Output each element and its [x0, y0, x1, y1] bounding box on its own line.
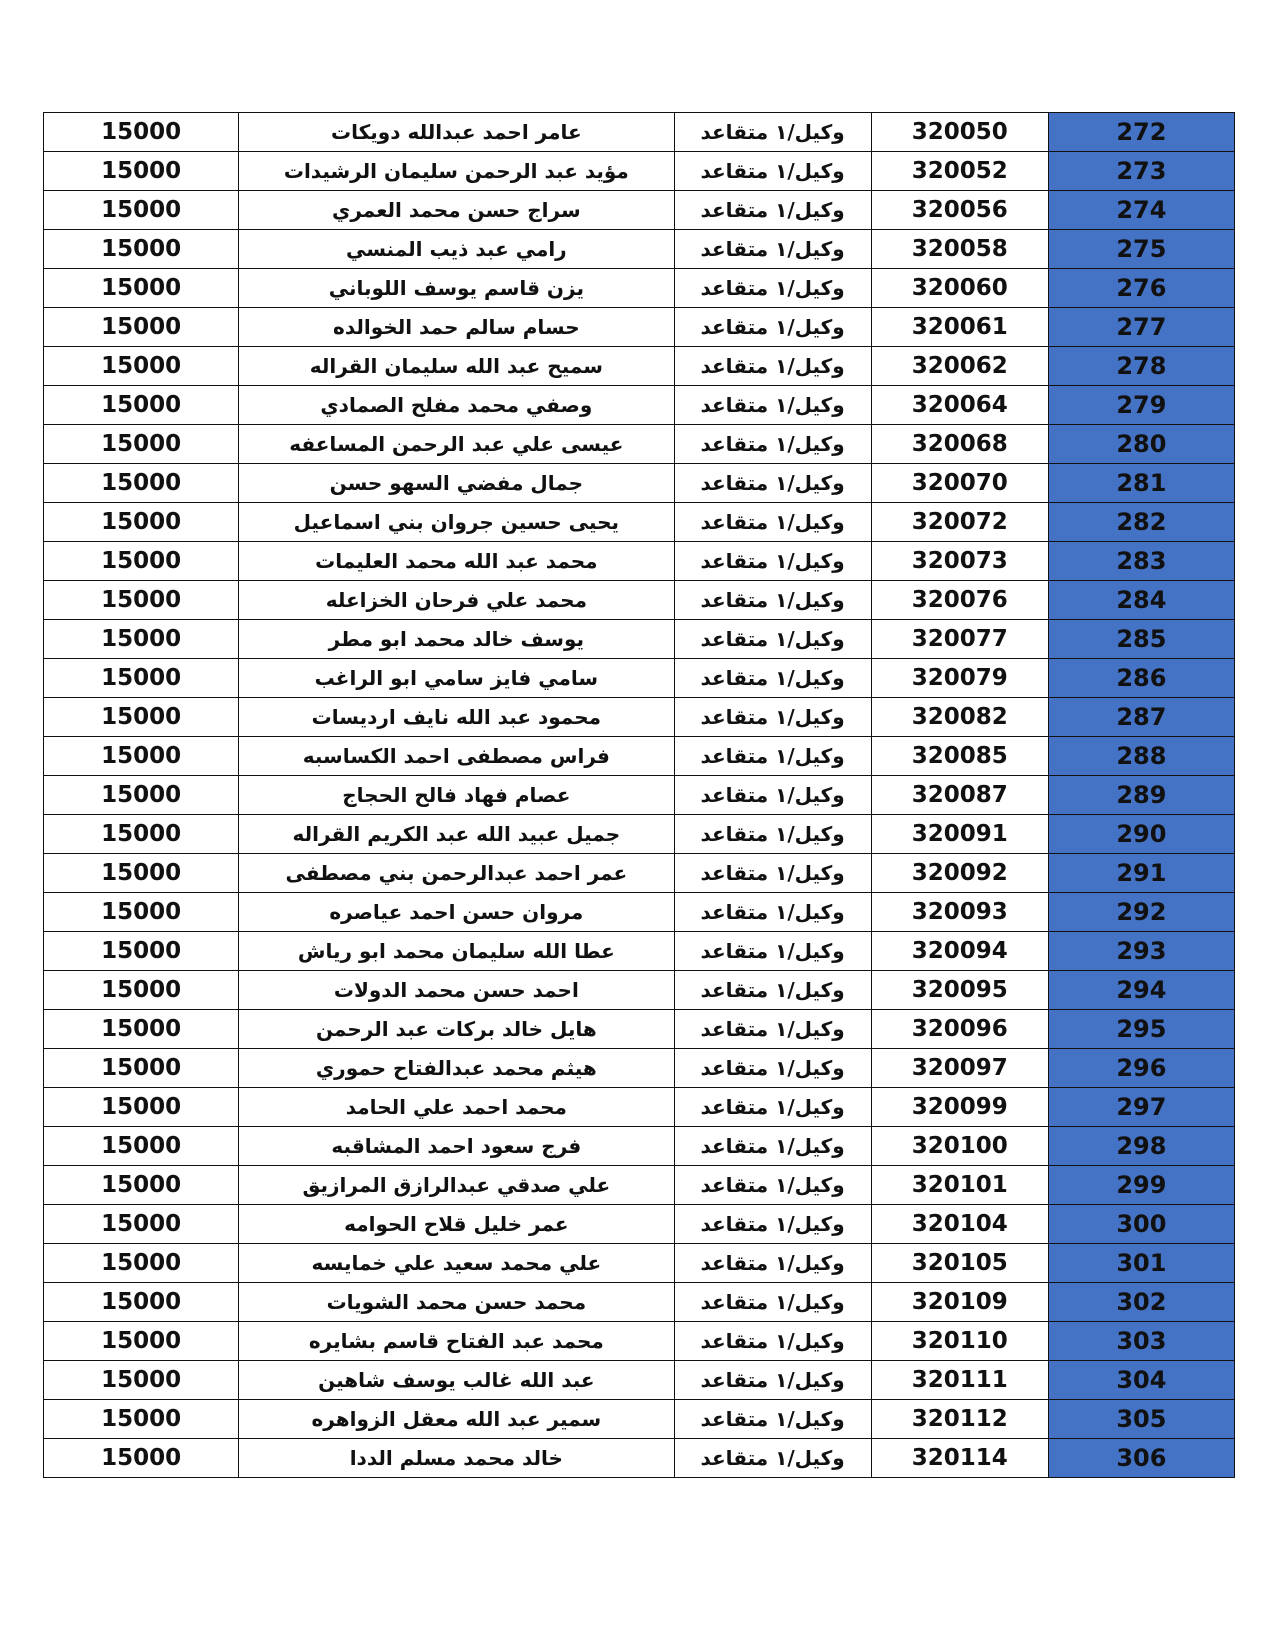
- sequence-number-cell: 299: [1048, 1166, 1234, 1205]
- table-row: [44, 1400, 1235, 1439]
- sequence-number-cell: 277: [1048, 308, 1234, 347]
- rank-cell: وكيل/١ متقاعد: [674, 503, 871, 542]
- name-cell: محمد عبد الفتاح قاسم بشايره: [239, 1322, 674, 1361]
- sequence-number-cell: 281: [1048, 464, 1234, 503]
- rank-cell: وكيل/١ متقاعد: [674, 542, 871, 581]
- rank-cell: وكيل/١ متقاعد: [674, 737, 871, 776]
- military-number-cell: 320082: [871, 698, 1048, 737]
- amount-cell: 15000: [44, 620, 239, 659]
- sequence-number-cell: 305: [1048, 1400, 1234, 1439]
- name-cell: عبد الله غالب يوسف شاهين: [239, 1361, 674, 1400]
- name-cell: رامي عبد ذيب المنسي: [239, 230, 674, 269]
- table-row: [44, 815, 1235, 854]
- amount-cell: 15000: [44, 503, 239, 542]
- amount-cell: 15000: [44, 1400, 239, 1439]
- military-number-cell: 320073: [871, 542, 1048, 581]
- name-cell: وصفي محمد مفلح الصمادي: [239, 386, 674, 425]
- amount-cell: 15000: [44, 152, 239, 191]
- name-cell: جمال مفضي السهو حسن: [239, 464, 674, 503]
- name-cell: فراس مصطفى احمد الكساسبه: [239, 737, 674, 776]
- table-row: [44, 386, 1235, 425]
- rank-cell: وكيل/١ متقاعد: [674, 776, 871, 815]
- amount-cell: 15000: [44, 581, 239, 620]
- table-row: [44, 1049, 1235, 1088]
- military-number-cell: 320056: [871, 191, 1048, 230]
- sequence-number-cell: 282: [1048, 503, 1234, 542]
- sequence-number-cell: 289: [1048, 776, 1234, 815]
- sequence-number-cell: 290: [1048, 815, 1234, 854]
- table-row: [44, 308, 1235, 347]
- military-number-cell: 320092: [871, 854, 1048, 893]
- military-number-cell: 320111: [871, 1361, 1048, 1400]
- amount-cell: 15000: [44, 308, 239, 347]
- military-number-cell: 320062: [871, 347, 1048, 386]
- rank-cell: وكيل/١ متقاعد: [674, 815, 871, 854]
- military-number-cell: 320097: [871, 1049, 1048, 1088]
- table-row: [44, 191, 1235, 230]
- table-row: [44, 425, 1235, 464]
- rank-cell: وكيل/١ متقاعد: [674, 191, 871, 230]
- rank-cell: وكيل/١ متقاعد: [674, 1283, 871, 1322]
- name-cell: علي صدقي عبدالرازق المرازيق: [239, 1166, 674, 1205]
- table-row: [44, 854, 1235, 893]
- table-row: [44, 581, 1235, 620]
- rank-cell: وكيل/١ متقاعد: [674, 581, 871, 620]
- amount-cell: 15000: [44, 542, 239, 581]
- rank-cell: وكيل/١ متقاعد: [674, 152, 871, 191]
- rank-cell: وكيل/١ متقاعد: [674, 1049, 871, 1088]
- sequence-number-cell: 273: [1048, 152, 1234, 191]
- sequence-number-cell: 280: [1048, 425, 1234, 464]
- table-row: [44, 230, 1235, 269]
- rank-cell: وكيل/١ متقاعد: [674, 1166, 871, 1205]
- military-number-cell: 320064: [871, 386, 1048, 425]
- sequence-number-cell: 285: [1048, 620, 1234, 659]
- sequence-number-cell: 295: [1048, 1010, 1234, 1049]
- military-number-cell: 320104: [871, 1205, 1048, 1244]
- rank-cell: وكيل/١ متقاعد: [674, 893, 871, 932]
- name-cell: محمود عبد الله نايف ارديسات: [239, 698, 674, 737]
- table-row: [44, 1127, 1235, 1166]
- military-number-cell: 320085: [871, 737, 1048, 776]
- name-cell: يزن قاسم يوسف اللوباني: [239, 269, 674, 308]
- amount-cell: 15000: [44, 893, 239, 932]
- name-cell: عصام فهاد فالح الحجاج: [239, 776, 674, 815]
- table-row: [44, 1283, 1235, 1322]
- rank-cell: وكيل/١ متقاعد: [674, 113, 871, 152]
- military-number-cell: 320076: [871, 581, 1048, 620]
- sequence-number-cell: 300: [1048, 1205, 1234, 1244]
- table-row: [44, 347, 1235, 386]
- sequence-number-cell: 283: [1048, 542, 1234, 581]
- table-row: [44, 1361, 1235, 1400]
- name-cell: سمير عبد الله معقل الزواهره: [239, 1400, 674, 1439]
- sequence-number-cell: 275: [1048, 230, 1234, 269]
- amount-cell: 15000: [44, 1283, 239, 1322]
- military-number-cell: 320110: [871, 1322, 1048, 1361]
- military-number-cell: 320112: [871, 1400, 1048, 1439]
- amount-cell: 15000: [44, 269, 239, 308]
- sequence-number-cell: 306: [1048, 1439, 1234, 1478]
- amount-cell: 15000: [44, 1439, 239, 1478]
- military-number-cell: 320068: [871, 425, 1048, 464]
- name-cell: هايل خالد بركات عبد الرحمن: [239, 1010, 674, 1049]
- name-cell: عمر احمد عبدالرحمن بني مصطفى: [239, 854, 674, 893]
- amount-cell: 15000: [44, 386, 239, 425]
- amount-cell: 15000: [44, 1166, 239, 1205]
- table-row: [44, 1088, 1235, 1127]
- name-cell: حسام سالم حمد الخوالده: [239, 308, 674, 347]
- military-number-cell: 320101: [871, 1166, 1048, 1205]
- amount-cell: 15000: [44, 464, 239, 503]
- name-cell: جميل عبيد الله عبد الكريم القراله: [239, 815, 674, 854]
- sequence-number-cell: 296: [1048, 1049, 1234, 1088]
- amount-cell: 15000: [44, 1244, 239, 1283]
- amount-cell: 15000: [44, 1322, 239, 1361]
- name-cell: عطا الله سليمان محمد ابو رياش: [239, 932, 674, 971]
- military-number-cell: 320094: [871, 932, 1048, 971]
- rank-cell: وكيل/١ متقاعد: [674, 464, 871, 503]
- amount-cell: 15000: [44, 347, 239, 386]
- sequence-number-cell: 274: [1048, 191, 1234, 230]
- name-cell: علي محمد سعيد علي خمايسه: [239, 1244, 674, 1283]
- rank-cell: وكيل/١ متقاعد: [674, 347, 871, 386]
- table-row: [44, 1166, 1235, 1205]
- amount-cell: 15000: [44, 776, 239, 815]
- table-row: [44, 113, 1235, 152]
- name-cell: خالد محمد مسلم الددا: [239, 1439, 674, 1478]
- name-cell: سراج حسن محمد العمري: [239, 191, 674, 230]
- amount-cell: 15000: [44, 815, 239, 854]
- name-cell: مروان حسن احمد عياصره: [239, 893, 674, 932]
- sequence-number-cell: 292: [1048, 893, 1234, 932]
- table-row: [44, 698, 1235, 737]
- amount-cell: 15000: [44, 191, 239, 230]
- amount-cell: 15000: [44, 932, 239, 971]
- amount-cell: 15000: [44, 854, 239, 893]
- sequence-number-cell: 302: [1048, 1283, 1234, 1322]
- amount-cell: 15000: [44, 659, 239, 698]
- name-cell: سميح عبد الله سليمان القراله: [239, 347, 674, 386]
- rank-cell: وكيل/١ متقاعد: [674, 230, 871, 269]
- rank-cell: وكيل/١ متقاعد: [674, 386, 871, 425]
- military-number-cell: 320070: [871, 464, 1048, 503]
- amount-cell: 15000: [44, 698, 239, 737]
- amount-cell: 15000: [44, 113, 239, 152]
- military-number-cell: 320095: [871, 971, 1048, 1010]
- military-number-cell: 320099: [871, 1088, 1048, 1127]
- amount-cell: 15000: [44, 1361, 239, 1400]
- military-number-cell: 320079: [871, 659, 1048, 698]
- rank-cell: وكيل/١ متقاعد: [674, 1244, 871, 1283]
- table-row: [44, 1205, 1235, 1244]
- sequence-number-cell: 284: [1048, 581, 1234, 620]
- rank-cell: وكيل/١ متقاعد: [674, 620, 871, 659]
- rank-cell: وكيل/١ متقاعد: [674, 425, 871, 464]
- sequence-number-cell: 288: [1048, 737, 1234, 776]
- rank-cell: وكيل/١ متقاعد: [674, 854, 871, 893]
- sequence-number-cell: 298: [1048, 1127, 1234, 1166]
- military-number-cell: 320096: [871, 1010, 1048, 1049]
- sequence-number-cell: 272: [1048, 113, 1234, 152]
- name-cell: فرج سعود احمد المشاقبه: [239, 1127, 674, 1166]
- military-number-cell: 320061: [871, 308, 1048, 347]
- military-number-cell: 320100: [871, 1127, 1048, 1166]
- rank-cell: وكيل/١ متقاعد: [674, 1400, 871, 1439]
- table-row: [44, 1244, 1235, 1283]
- table-row: [44, 464, 1235, 503]
- military-number-cell: 320050: [871, 113, 1048, 152]
- name-cell: احمد حسن محمد الدولات: [239, 971, 674, 1010]
- rank-cell: وكيل/١ متقاعد: [674, 1205, 871, 1244]
- table-row: [44, 152, 1235, 191]
- sequence-number-cell: 279: [1048, 386, 1234, 425]
- military-number-cell: 320109: [871, 1283, 1048, 1322]
- name-cell: مؤيد عبد الرحمن سليمان الرشيدات: [239, 152, 674, 191]
- rank-cell: وكيل/١ متقاعد: [674, 269, 871, 308]
- retirees-table: [43, 112, 1235, 1478]
- military-number-cell: 320114: [871, 1439, 1048, 1478]
- table-row: [44, 776, 1235, 815]
- rank-cell: وكيل/١ متقاعد: [674, 1010, 871, 1049]
- name-cell: يوسف خالد محمد ابو مطر: [239, 620, 674, 659]
- amount-cell: 15000: [44, 1205, 239, 1244]
- military-number-cell: 320091: [871, 815, 1048, 854]
- rank-cell: وكيل/١ متقاعد: [674, 1088, 871, 1127]
- military-number-cell: 320077: [871, 620, 1048, 659]
- name-cell: محمد عبد الله محمد العليمات: [239, 542, 674, 581]
- table-row: [44, 737, 1235, 776]
- military-number-cell: 320058: [871, 230, 1048, 269]
- military-number-cell: 320060: [871, 269, 1048, 308]
- name-cell: هيثم محمد عبدالفتاح حموري: [239, 1049, 674, 1088]
- table-row: [44, 269, 1235, 308]
- amount-cell: 15000: [44, 1010, 239, 1049]
- rank-cell: وكيل/١ متقاعد: [674, 308, 871, 347]
- rank-cell: وكيل/١ متقاعد: [674, 971, 871, 1010]
- name-cell: يحيى حسين جروان بني اسماعيل: [239, 503, 674, 542]
- rank-cell: وكيل/١ متقاعد: [674, 1127, 871, 1166]
- rank-cell: وكيل/١ متقاعد: [674, 659, 871, 698]
- sequence-number-cell: 303: [1048, 1322, 1234, 1361]
- table-row: [44, 1010, 1235, 1049]
- sequence-number-cell: 293: [1048, 932, 1234, 971]
- table-row: [44, 1322, 1235, 1361]
- table-body: [44, 113, 1235, 1478]
- amount-cell: 15000: [44, 425, 239, 464]
- sequence-number-cell: 304: [1048, 1361, 1234, 1400]
- table-row: [44, 932, 1235, 971]
- sequence-number-cell: 301: [1048, 1244, 1234, 1283]
- military-number-cell: 320072: [871, 503, 1048, 542]
- sequence-number-cell: 287: [1048, 698, 1234, 737]
- name-cell: عمر خليل قلاح الحوامه: [239, 1205, 674, 1244]
- name-cell: عامر احمد عبدالله دويكات: [239, 113, 674, 152]
- rank-cell: وكيل/١ متقاعد: [674, 1322, 871, 1361]
- amount-cell: 15000: [44, 737, 239, 776]
- sequence-number-cell: 297: [1048, 1088, 1234, 1127]
- rank-cell: وكيل/١ متقاعد: [674, 932, 871, 971]
- amount-cell: 15000: [44, 1049, 239, 1088]
- rank-cell: وكيل/١ متقاعد: [674, 698, 871, 737]
- table-row: [44, 542, 1235, 581]
- table-row: [44, 893, 1235, 932]
- name-cell: محمد احمد علي الحامد: [239, 1088, 674, 1127]
- sequence-number-cell: 276: [1048, 269, 1234, 308]
- sequence-number-cell: 278: [1048, 347, 1234, 386]
- rank-cell: وكيل/١ متقاعد: [674, 1439, 871, 1478]
- name-cell: عيسى علي عبد الرحمن المساعفه: [239, 425, 674, 464]
- name-cell: محمد علي فرحان الخزاعله: [239, 581, 674, 620]
- rank-cell: وكيل/١ متقاعد: [674, 1361, 871, 1400]
- amount-cell: 15000: [44, 1127, 239, 1166]
- amount-cell: 15000: [44, 1088, 239, 1127]
- military-number-cell: 320093: [871, 893, 1048, 932]
- military-number-cell: 320087: [871, 776, 1048, 815]
- sequence-number-cell: 294: [1048, 971, 1234, 1010]
- military-number-cell: 320052: [871, 152, 1048, 191]
- table-row: [44, 620, 1235, 659]
- name-cell: سامي فايز سامي ابو الراغب: [239, 659, 674, 698]
- name-cell: محمد حسن محمد الشويات: [239, 1283, 674, 1322]
- table-row: [44, 659, 1235, 698]
- amount-cell: 15000: [44, 971, 239, 1010]
- military-number-cell: 320105: [871, 1244, 1048, 1283]
- table-row: [44, 503, 1235, 542]
- sequence-number-cell: 291: [1048, 854, 1234, 893]
- sequence-number-cell: 286: [1048, 659, 1234, 698]
- amount-cell: 15000: [44, 230, 239, 269]
- table-row: [44, 971, 1235, 1010]
- table-row: [44, 1439, 1235, 1478]
